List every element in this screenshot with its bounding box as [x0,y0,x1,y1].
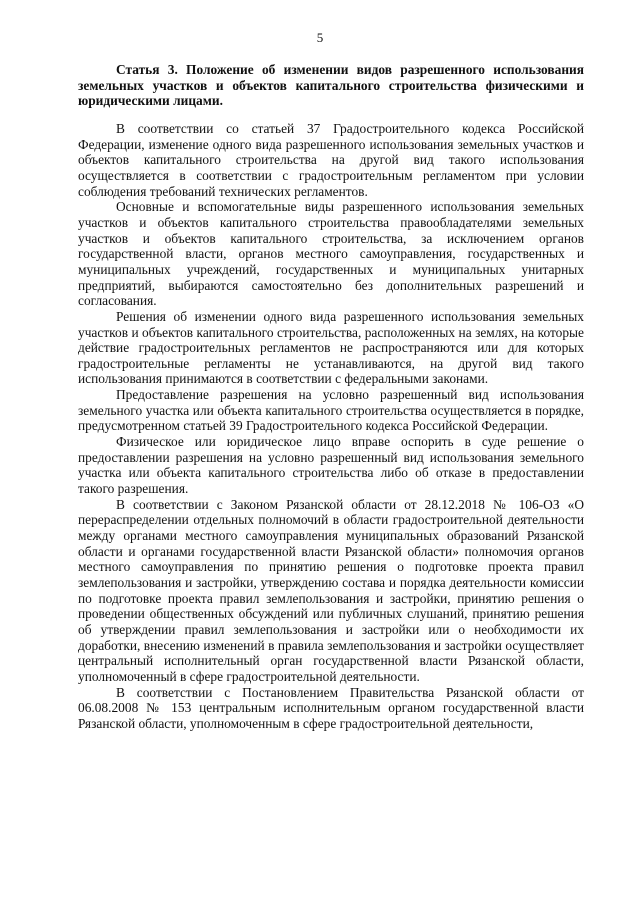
paragraph-6: В соответствии с Законом Рязанской области от 28.12.2018 № 106-ОЗ «О перераспределении отдельных полномочий в области градостроительной деятельности между органами местного самоуправления муниципальных образований Рязанской области и органами государственной власти Рязанской области» полномочия органов местного самоуправления по принятию решения о подготовке проекта правил землепользования и застройки, утверждению состава и порядка деятельности комиссии по подготовке проекта правил землепользования и застройки, принятию решения о проведении общественных обсуждений или публичных слушаний, принятию решения об утверждении правил землепользования и застройки или о необходимости их доработки, внесению изменений в правила землепользования и застройки осуществляет центральный исполнительный орган государственной власти Рязанской области, уполномоченный в сфере градостроительной деятельности. [78,496,584,684]
paragraph-3: Решения об изменении одного вида разрешенного использования земельных участков и объектов капитального строительства, расположенных на землях, на которые действие градостроительных регламентов не распространяются или для которых градостроительные регламенты не устанавливаются, на другой вид такого использования принимаются в соответствии с федеральными законами. [78,308,584,387]
paragraph-5: Физическое или юридическое лицо вправе оспорить в суде решение о предоставлении разрешения на условно разрешенный вид использования земельного участка или объекта капитального строительства либо об отказе в предоставлении такого разрешения. [78,434,584,497]
page-number: 5 [316,30,324,45]
article-heading: Статья 3. Положение об изменении видов разрешенного использования земельных участков и объектов капитального строительства физическими и юридическими лицами. [78,62,584,109]
paragraph-4: Предоставление разрешения на условно разрешенный вид использования земельного участка или объекта капитального строительства осуществляется в порядке, предусмотренном статьей 39 Градостроительного кодекса Российской Федерации. [78,387,584,434]
paragraph-1: В соответствии со статьей 37 Градостроительного кодекса Российской Федерации, изменение одного вида разрешенного использования земельных участков и объектов капитального строительства на другой вид такого использования осуществляется в соответствии с градостроительным регламентом при условии соблюдения требований технических регламентов. [78,120,584,199]
article-body [78,62,584,732]
paragraph-2: Основные и вспомогательные виды разрешенного использования земельных участков и объектов капитального строительства правообладателями земельных участков и объектов капитального строительства, за исключением органов государственной власти, органов местного самоуправления, государственных и муниципальных учреждений, государственных и муниципальных унитарных предприятий, выбираются самостоятельно без дополнительных разрешений и согласования. [78,199,584,309]
paragraph-7: В соответствии с Постановлением Правительства Рязанской области от 06.08.2008 № 153 центральным исполнительным органом государственной власти Рязанской области, уполномоченным в сфере градостроительной деятельности, [78,684,584,731]
